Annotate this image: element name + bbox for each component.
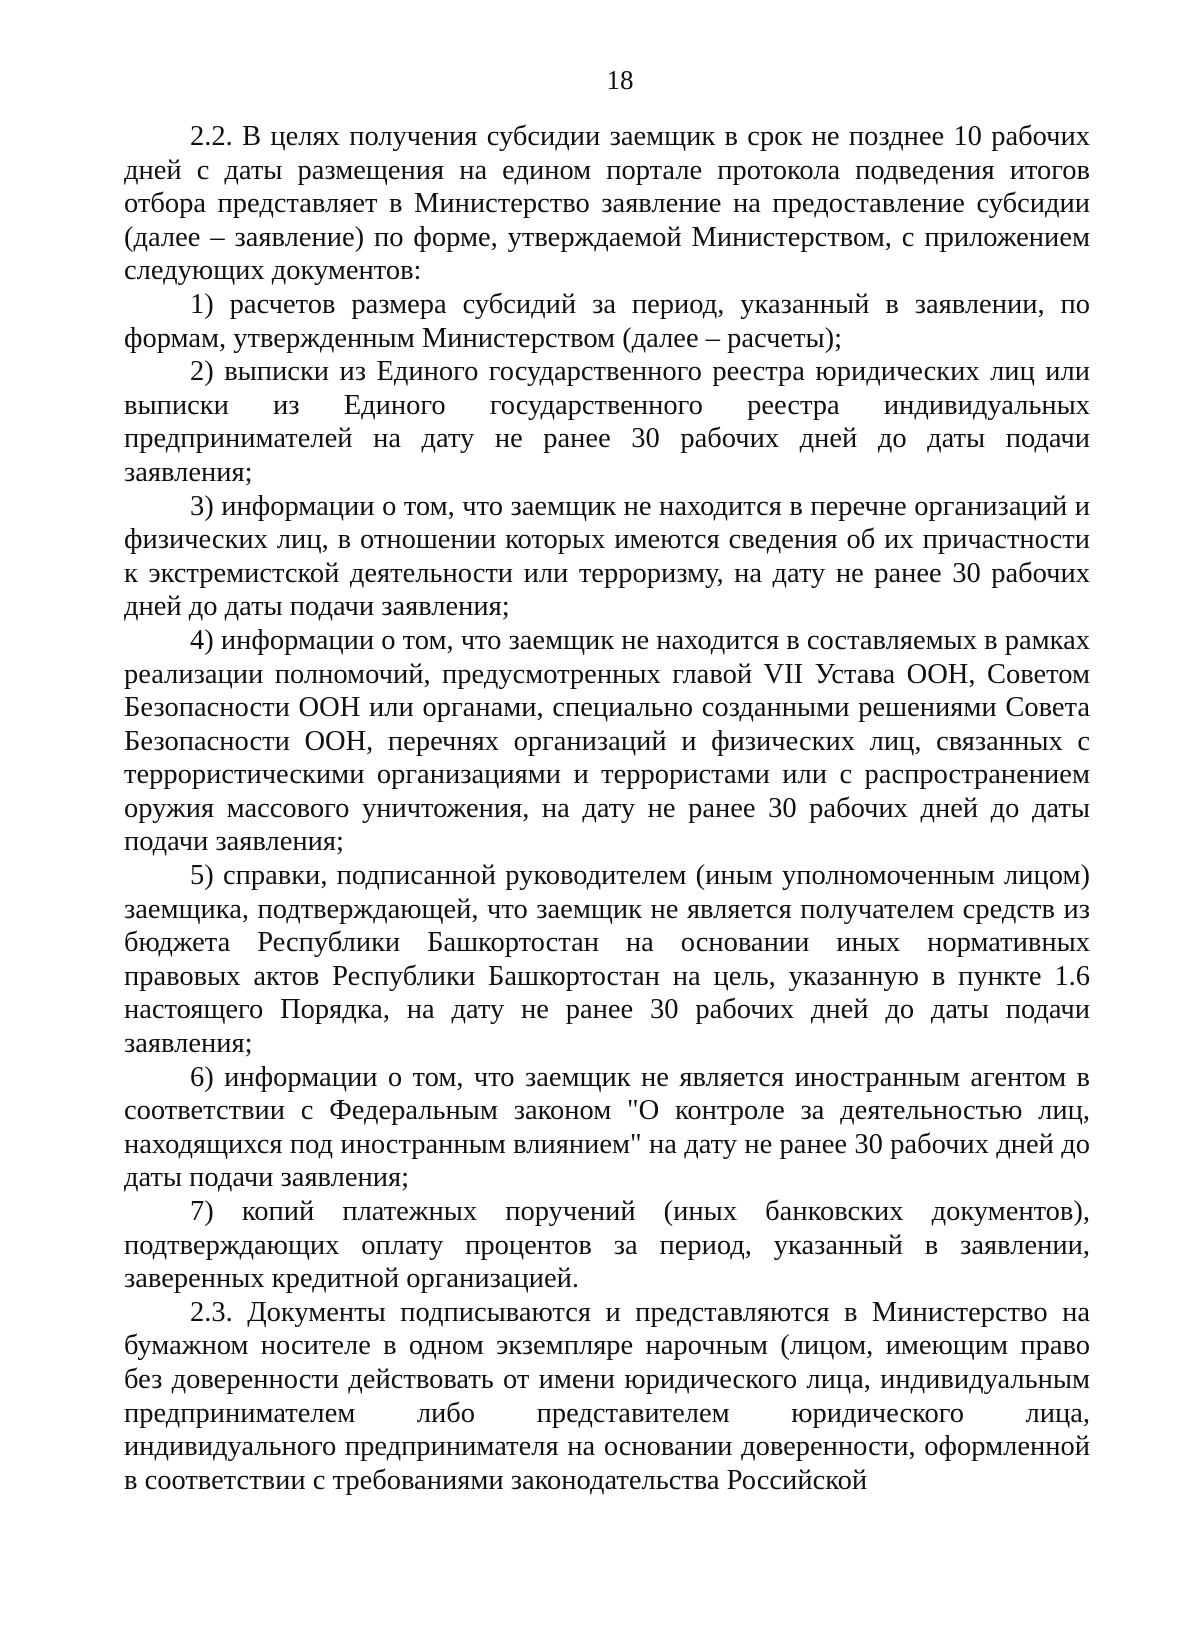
list-item-5: 5) справки, подписанной руководителем (иным уполномоченным лицом) заемщика, подтверждающей, что заемщик не является получателем средств из бюджета Республики Башкортостан на основании иных нормативных правовых актов Республики Башкортостан на цель, указанную в пункте 1.6 настоящего Порядка, на дату не ранее 30 рабочих дней до даты подачи заявления; (124, 860, 1090, 1060)
list-item-3: 3) информации о том, что заемщик не находится в перечне организаций и физических лиц, в отношении которых имеются сведения об их причастности к экстремистской деятельности или терроризму, на дату не ранее 30 рабочих дней до даты подачи заявления; (124, 490, 1090, 623)
paragraph-2-3: 2.3. Документы подписываются и представляются в Министерство на бумажном носителе в одном экземпляре нарочным (лицом, имеющим право без доверенности действовать от имени юридического лица, индивидуальным предпринимателем либо представителем юридического лица, индивидуального предпринимателя на основании доверенности, оформленной в соответствии с требованиями законодательства Российской (124, 1296, 1090, 1496)
list-item-1: 1) расчетов размера субсидий за период, указанный в заявлении, по формам, утвержденным Министерством (далее – расчеты); (124, 288, 1090, 354)
list-item-7: 7) копий платежных поручений (иных банковских документов), подтверждающих оплату процентов за период, указанный в заявлении, заверенных кредитной организацией. (124, 1196, 1090, 1295)
list-item-2: 2) выписки из Единого государственного реестра юридических лиц или выписки из Единого государственного реестра индивидуальных предпринимателей на дату не ранее 30 рабочих дней до даты подачи заявления; (124, 356, 1090, 488)
document-body (124, 120, 1090, 1497)
list-item-6: 6) информации о том, что заемщик не является иностранным агентом в соответствии с Федеральным законом "О контроле за деятельностью лиц, находящихся под иностранным влиянием" на дату не ранее 30 рабочих дней до даты подачи заявления; (124, 1061, 1090, 1194)
page-number: 18 (606, 65, 634, 95)
list-item-4: 4) информации о том, что заемщик не находится в составляемых в рамках реализации полномочий, предусмотренных главой VII Устава ООН, Советом Безопасности ООН или органами, специально созданными решениями Совета Безопасности ООН, перечнях организаций и физических лиц, связанных с террористическими организациями и террористами или с распространением оружия массового уничтожения, на дату не ранее 30 рабочих дней до даты подачи заявления; (124, 624, 1090, 858)
paragraph-2-2: 2.2. В целях получения субсидии заемщик в срок не позднее 10 рабочих дней с даты размещения на едином портале протокола подведения итогов отбора представляет в Министерство заявление на предоставление субсидии (далее – заявление) по форме, утверждаемой Министерством, с приложением следующих документов: (124, 121, 1090, 287)
